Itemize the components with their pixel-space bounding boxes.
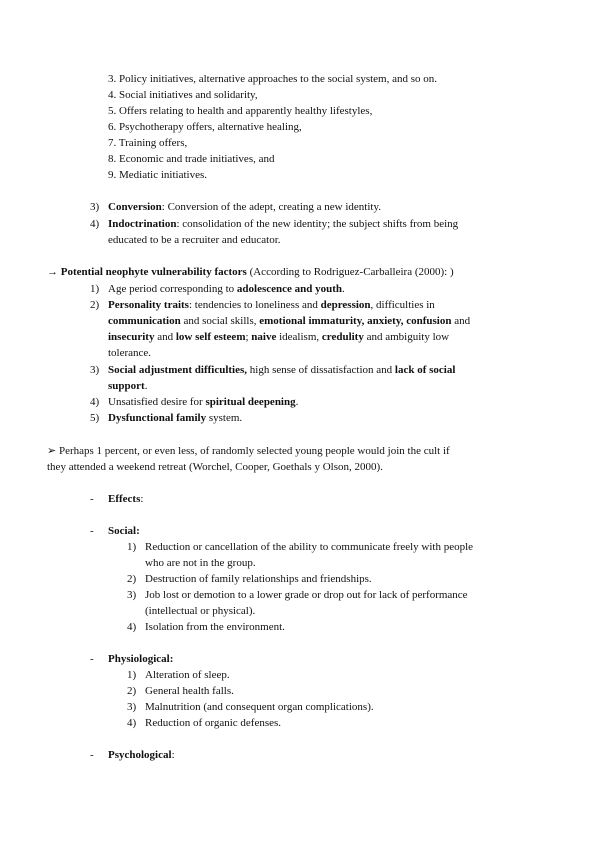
- physiological-item: General health falls.: [145, 685, 234, 697]
- physiological-item: Malnutrition (and consequent organ complications).: [145, 701, 374, 713]
- arrowhead-icon: ➢: [47, 445, 57, 457]
- dash-bullet: -: [90, 525, 94, 537]
- stage-indoctrination: Indoctrination: consolidation of the new identity; the subject shifts from being: [108, 218, 459, 230]
- vulnerability-item-family: Dysfunctional family system.: [108, 412, 243, 424]
- vulnerability-item-personality: Personality traits: tendencies to loneliness and depression, difficulties in: [108, 299, 435, 311]
- item-number: 4): [127, 717, 137, 729]
- item-number: 2): [90, 299, 100, 311]
- paragraph-line1: ➢ Perhaps 1 percent, or even less, of randomly selected young people would join the cult if: [47, 445, 450, 457]
- vulnerability-item-social-adjustment-line2: support.: [108, 380, 148, 392]
- social-item: Isolation from the environment.: [145, 621, 285, 633]
- physiological-item: Reduction of organic defenses.: [145, 717, 282, 729]
- list-item-9: 9. Mediatic initiatives.: [108, 169, 207, 181]
- vulnerability-item-personality-line3: insecurity and low self esteem; naive idealism, credulity and ambiguity low: [108, 331, 450, 343]
- dash-bullet: -: [90, 493, 94, 505]
- vulnerability-item-social-adjustment: Social adjustment difficulties, high sense of dissatisfaction and lack of social: [108, 364, 456, 376]
- list-item-4: 4. Social initiatives and solidarity,: [108, 89, 258, 101]
- list-item-8: 8. Economic and trade initiatives, and: [108, 153, 275, 165]
- social-item: Destruction of family relationships and friendships.: [145, 573, 372, 585]
- physiological-heading: Physiological:: [108, 653, 174, 665]
- item-number: 4): [127, 621, 137, 633]
- list-item-3: 3. Policy initiatives, alternative approaches to the social system, and so on.: [108, 73, 438, 85]
- item-number: 3): [127, 701, 137, 713]
- stage-conversion: Conversion: Conversion of the adept, creating a new identity.: [108, 201, 382, 213]
- social-item: Job lost or demotion to a lower grade or drop out for lack of performance: [145, 589, 468, 601]
- dash-bullet: -: [90, 653, 94, 665]
- item-number: 1): [127, 669, 137, 681]
- list-item-6: 6. Psychotherapy offers, alternative healing,: [108, 121, 302, 133]
- stage-indoctrination-cont: educated to be a recruiter and educator.: [108, 234, 281, 246]
- arrow-icon: →: [47, 266, 58, 278]
- item-number: 3): [90, 364, 100, 376]
- psychological-heading: Psychological:: [108, 749, 175, 761]
- vulnerability-item-personality-line4: tolerance.: [108, 347, 152, 359]
- vulnerability-item-spiritual: Unsatisfied desire for spiritual deepening.: [108, 396, 299, 408]
- stage-number: 3): [90, 201, 100, 213]
- social-item: Reduction or cancellation of the ability to communicate freely with people: [145, 541, 474, 553]
- effects-heading: Effects:: [108, 493, 144, 505]
- paragraph-line2: they attended a weekend retreat (Worchel, Cooper, Goethals y Olson, 2000).: [47, 461, 383, 473]
- item-number: 4): [90, 396, 100, 408]
- item-number: 5): [90, 412, 100, 424]
- physiological-item: Alteration of sleep.: [145, 669, 230, 681]
- dash-bullet: -: [90, 749, 94, 761]
- vulnerability-heading: → Potential neophyte vulnerability factors (According to Rodriguez-Carballeira (2000): ): [47, 266, 454, 278]
- item-number: 2): [127, 685, 137, 697]
- list-item-5: 5. Offers relating to health and apparently healthy lifestyles,: [108, 105, 373, 117]
- vulnerability-item-personality-line2: communication and social skills, emotional immaturity, anxiety, confusion and: [108, 315, 471, 327]
- item-number: 2): [127, 573, 137, 585]
- social-heading: Social:: [108, 525, 140, 537]
- stage-number: 4): [90, 218, 100, 230]
- social-item-cont: who are not in the group.: [145, 557, 256, 569]
- item-number: 1): [90, 283, 100, 295]
- item-number: 3): [127, 589, 137, 601]
- vulnerability-item-age: Age period corresponding to adolescence and youth.: [108, 283, 345, 295]
- item-number: 1): [127, 541, 137, 553]
- social-item-cont: (intellectual or physical).: [145, 605, 256, 617]
- list-item-7: 7. Training offers,: [108, 137, 188, 149]
